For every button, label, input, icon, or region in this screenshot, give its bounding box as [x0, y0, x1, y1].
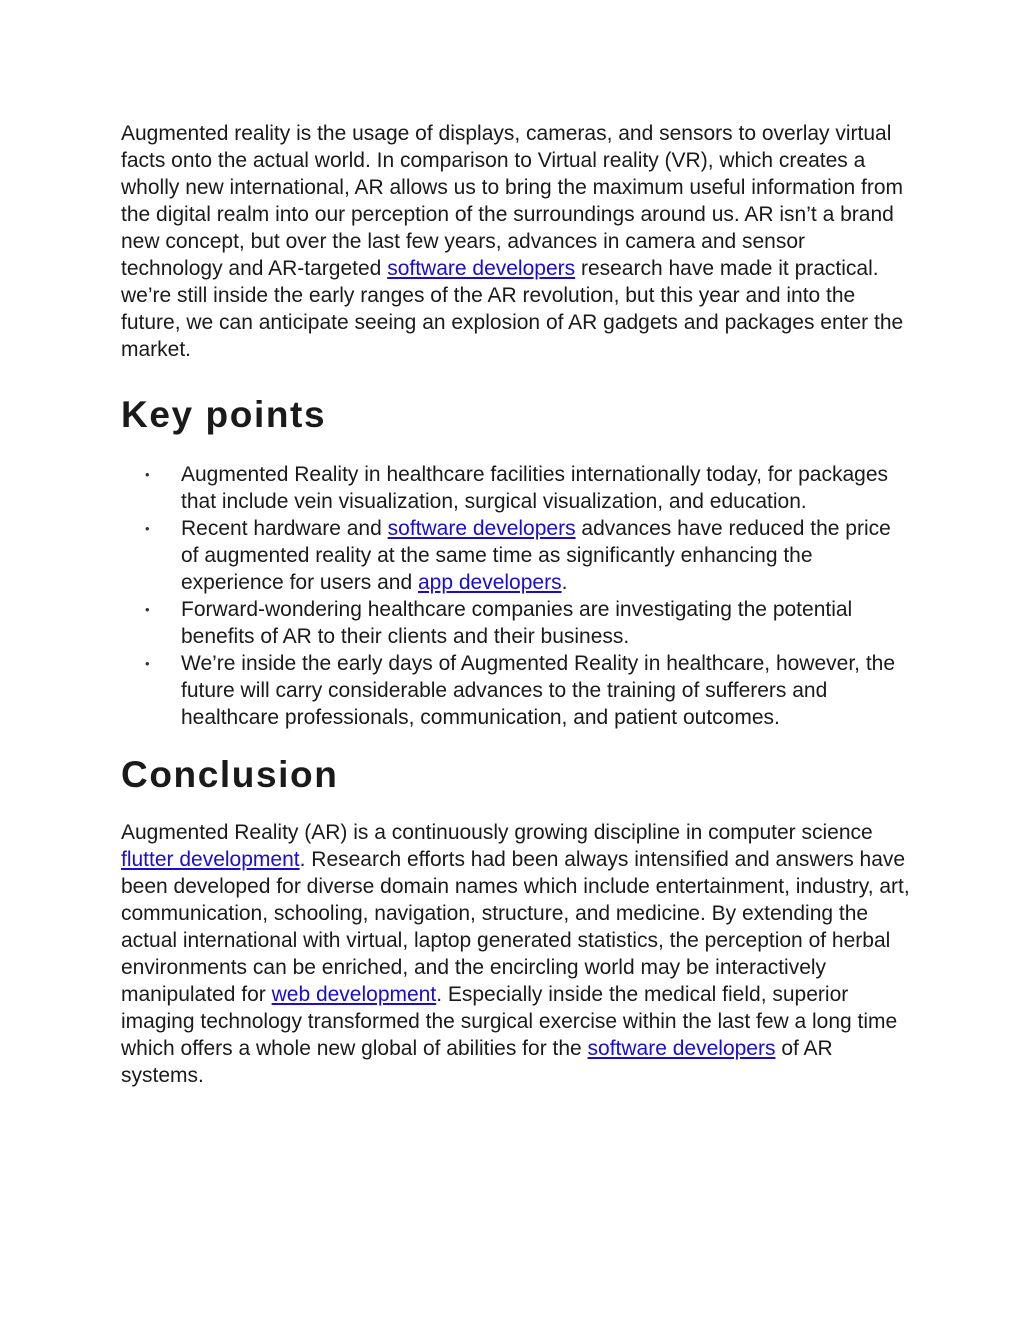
list-item-text-1: Recent hardware and	[181, 517, 388, 540]
conclusion-text-2: . Research efforts had been always intensified and answers have been developed for diverse domain names which include entertainment, industry, art, communication, schooling, navigation, structure, and medicine. By extending the actual international with virtual, laptop generated statistics, the perception of herbal environments can be enriched, and the encircling world may be interactively manipulated for	[121, 848, 910, 1006]
list-item-text: We’re inside the early days of Augmented Reality in healthcare, however, the future will carry considerable advances to the training of sufferers and healthcare professionals, communication, and patient outcomes.	[181, 652, 896, 729]
list-item	[121, 650, 911, 731]
key-points-list	[121, 461, 911, 731]
intro-text-2: research have made it practical. we’re still inside the early ranges of the AR revolution, but this year and into the future, we can anticipate seeing an explosion of AR gadgets and packages enter the market.	[121, 257, 904, 361]
list-item	[121, 515, 911, 596]
software-developers-link[interactable]: software developers	[387, 257, 576, 280]
list-item-text-3: .	[561, 571, 568, 594]
app-developers-link[interactable]: app developers	[417, 571, 562, 594]
bullet-icon: •	[145, 521, 150, 536]
document-page	[121, 120, 911, 1089]
software-developers-link[interactable]: software developers	[387, 517, 576, 540]
conclusion-heading: Conclusion	[121, 754, 339, 795]
conclusion-text-3: . Especially inside the medical field, superior imaging technology transformed the surgical exercise within the last few a long time which offers a whole new global of abilities for the	[121, 983, 898, 1060]
list-item-text: Forward-wondering healthcare companies are investigating the potential benefits of AR to their clients and their business.	[181, 598, 853, 648]
conclusion-paragraph	[121, 819, 911, 1089]
list-item-text-2: advances have reduced the price of augmented reality at the same time as significantly enhancing the experience for users and	[181, 517, 891, 594]
key-points-heading: Key points	[121, 394, 327, 435]
flutter-development-link[interactable]: flutter development	[121, 848, 300, 871]
web-development-link[interactable]: web development	[271, 983, 437, 1006]
bullet-icon: •	[145, 656, 150, 671]
bullet-icon: •	[145, 467, 150, 482]
software-developers-link[interactable]: software developers	[587, 1037, 776, 1060]
conclusion-text-1: Augmented Reality (AR) is a continuously growing discipline in computer science	[121, 821, 873, 844]
intro-paragraph	[121, 120, 911, 363]
conclusion-text-4: of AR systems.	[121, 1037, 833, 1087]
list-item-text: Augmented Reality in healthcare facilities internationally today, for packages that include vein visualization, surgical visualization, and education.	[181, 463, 889, 513]
list-item	[121, 461, 911, 515]
list-item	[121, 596, 911, 650]
bullet-icon: •	[145, 602, 150, 617]
intro-text-1: Augmented reality is the usage of displays, cameras, and sensors to overlay virtual facts onto the actual world. In comparison to Virtual reality (VR), which creates a wholly new international, AR allows us to bring the maximum useful information from the digital realm into our perception of the surroundings around us. AR isn’t a brand new concept, but over the last few years, advances in camera and sensor technology and AR-targeted	[121, 122, 904, 280]
